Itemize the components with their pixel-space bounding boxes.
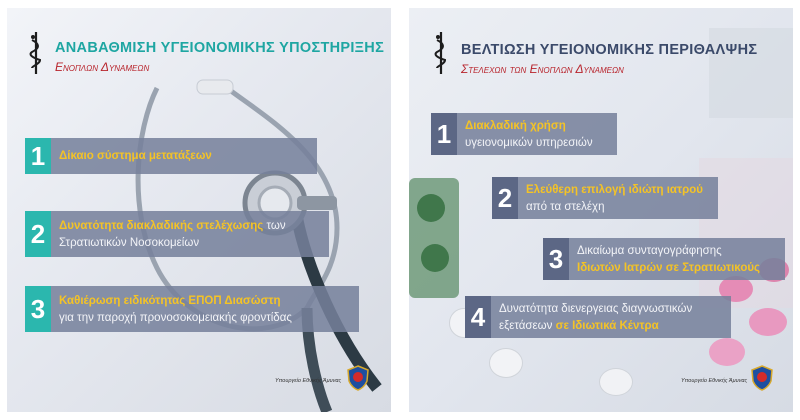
- item-number: 3: [543, 238, 569, 280]
- right-item-2: [492, 177, 718, 219]
- right-infographic: [409, 8, 793, 412]
- right-subtitle: Στελεχων των Ενοπλων Δυναμεων: [461, 62, 624, 76]
- right-item-3: [543, 238, 785, 280]
- ministry-label: Υπουργείο Εθνικής Άμυνας: [681, 378, 748, 384]
- item-number: 1: [25, 138, 51, 174]
- item-text-2: υγειονομικών υπηρεσιών: [465, 136, 593, 149]
- left-item-3: [25, 286, 359, 332]
- right-item-4: [465, 296, 731, 338]
- item-text-2: από τα στελέχη: [526, 200, 605, 213]
- rod-of-asclepius-icon: [433, 30, 449, 76]
- item-text: των: [263, 219, 286, 232]
- pill: [489, 348, 523, 378]
- item-number: 2: [492, 177, 518, 219]
- ministry-emblem-icon: [751, 365, 773, 391]
- item-text: Δικαίωμα συνταγογράφησης: [577, 244, 722, 257]
- item-text: Διακλαδική χρήση: [465, 119, 566, 132]
- left-infographic: [7, 8, 391, 412]
- item-text-2: για την παροχή προνοσοκομειακής φροντίδας: [59, 311, 292, 324]
- item-text-highlight: σε Ιδιωτικά Κέντρα: [555, 319, 659, 332]
- item-text: Δίκαιο σύστημα μετατάξεων: [59, 150, 212, 162]
- left-item-1: [25, 138, 317, 174]
- item-text-2: Ιδιωτών Ιατρών σε Στρατιωτικούς: [577, 261, 761, 274]
- ministry-emblem-icon: [347, 365, 369, 391]
- item-text-highlight: Δυνατότητα διακλαδικής στελέχωσης: [59, 219, 264, 232]
- pill: [599, 368, 633, 396]
- left-subtitle: Ενοπλων Δυναμεων: [55, 60, 150, 74]
- rod-of-asclepius-icon: [28, 30, 44, 76]
- item-text-2: εξετάσεων: [499, 319, 556, 332]
- item-text-2: Στρατιωτικών Νοσοκομείων: [59, 236, 200, 249]
- right-item-1: [431, 113, 617, 155]
- item-text: Ελεύθερη επιλογή ιδιώτη ιατρού: [526, 183, 703, 196]
- item-number: 4: [465, 296, 491, 338]
- ministry-label: Υπουργείο Εθνικής Άμυνας: [275, 378, 342, 384]
- item-number: 3: [25, 286, 51, 332]
- pill: [709, 338, 745, 366]
- right-title: ΒΕΛΤΙΩΣΗ ΥΓΕΙΟΝΟΜΙΚΗΣ ΠΕΡΙΘΑΛΨΗΣ: [461, 42, 758, 58]
- pill: [749, 308, 787, 336]
- item-text: Καθιέρωση ειδικότητας ΕΠΟΠ Διασώστη: [59, 294, 281, 307]
- left-title: ΑΝΑΒΑΘΜΙΣΗ ΥΓΕΙΟΝΟΜΙΚΗΣ ΥΠΟΣΤΗΡΙΞΗΣ: [55, 40, 385, 56]
- left-item-2: [25, 211, 329, 257]
- item-number: 2: [25, 211, 51, 257]
- item-text: Δυνατότητα διενεργειας διαγνωστικών: [499, 302, 693, 315]
- item-number: 1: [431, 113, 457, 155]
